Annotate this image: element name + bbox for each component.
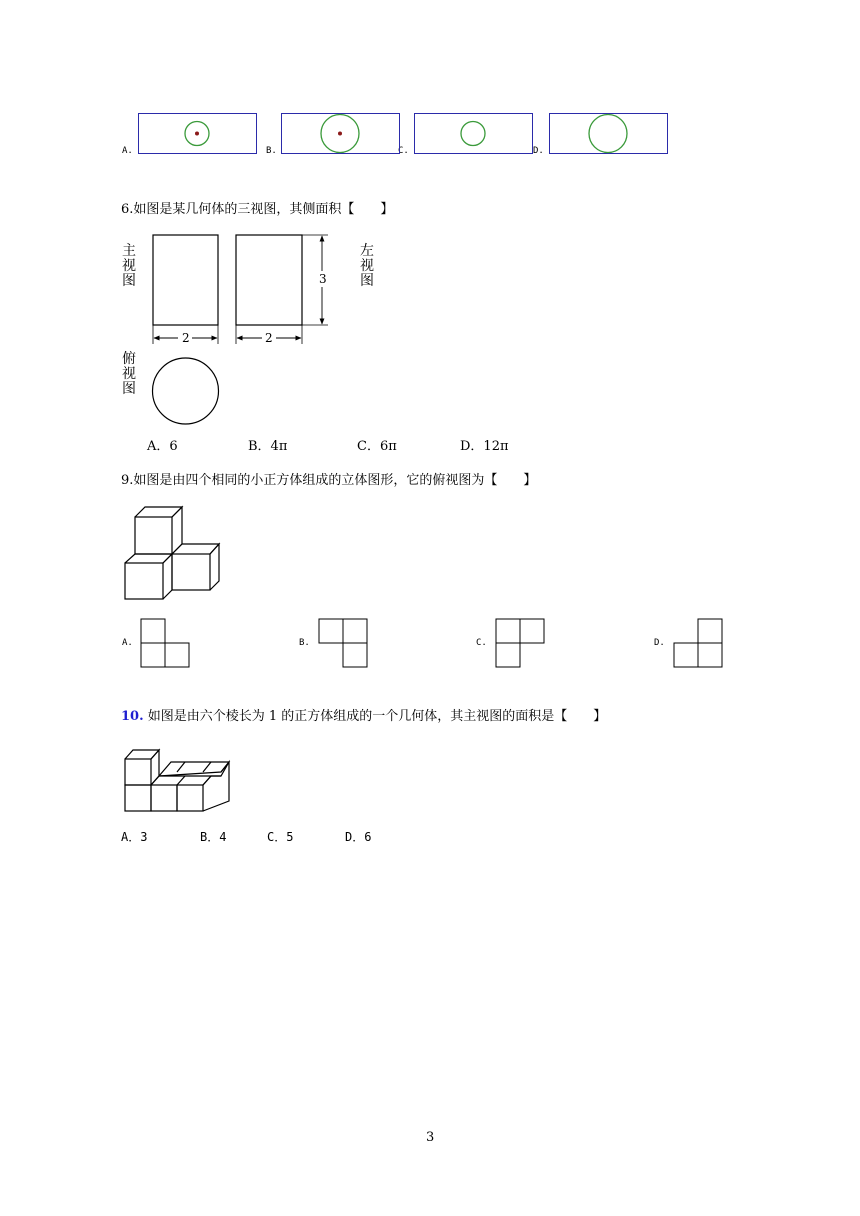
q6-option-b: B．4π <box>248 439 288 454</box>
cube-front-3 <box>177 785 203 811</box>
q9-option-a-figure <box>140 618 192 670</box>
cube-front-1 <box>125 785 151 811</box>
page-number: 3 <box>426 1130 435 1145</box>
q10-option-b: B．4 <box>200 830 227 844</box>
circle-shape <box>461 122 485 146</box>
q5-option-a-figure <box>138 113 258 155</box>
bottom-left-cube-front <box>125 563 163 599</box>
q10-number: 10. <box>121 709 144 724</box>
q5-option-c-figure <box>414 113 534 155</box>
q5-option-b-label: B. <box>266 146 277 156</box>
q5-option-a-label: A. <box>122 146 133 156</box>
bottom-right-cube-front <box>172 554 210 590</box>
q9-question: 9.如图是由四个相同的小正方体组成的立体图形，它的俯视图为【 】 <box>121 473 537 488</box>
q9-option-a-label: A. <box>122 638 133 648</box>
front-view-label: 主视图 <box>122 243 136 289</box>
cube-front-top <box>125 759 151 785</box>
q6-option-a: A．6 <box>147 439 178 454</box>
q5-option-d-label: D. <box>533 146 544 156</box>
rect-frame <box>415 114 533 154</box>
center-dot <box>195 132 199 136</box>
top-cube-top <box>135 507 182 517</box>
bottom-right-cube-side <box>210 544 219 590</box>
tall-top-face <box>125 750 159 759</box>
rect-frame <box>550 114 668 154</box>
front-view-rect <box>153 235 218 325</box>
q10-option-c: C．5 <box>267 830 294 844</box>
q10-cube-figure <box>123 744 233 814</box>
top-view-circle <box>153 358 219 424</box>
q5-option-b-figure <box>281 113 401 155</box>
left-view-label: 左视图 <box>360 243 374 289</box>
circle-shape <box>589 115 627 153</box>
q5-option-c-label: C. <box>398 146 409 156</box>
side-view-rect <box>236 235 302 325</box>
height-label: 3 <box>319 272 327 286</box>
q6-three-views-figure <box>140 228 350 428</box>
q6-option-d: D．12π <box>460 439 509 454</box>
side-width-label: 2 <box>265 331 273 345</box>
q10-option-d: D．6 <box>345 830 372 844</box>
q9-option-b-figure <box>318 618 370 670</box>
q10-question <box>121 709 606 725</box>
front-width-label: 2 <box>182 331 190 345</box>
right-side-face <box>203 762 229 811</box>
q10-option-a: A．3 <box>121 830 148 844</box>
q6-option-c: C．6π <box>357 439 397 454</box>
q9-option-c-figure <box>495 618 547 670</box>
top-cube-side <box>172 507 182 554</box>
q9-option-c-label: C. <box>476 638 487 648</box>
q9-cube-figure <box>122 505 222 603</box>
center-dot <box>338 132 342 136</box>
top-cube-front <box>135 517 172 554</box>
q5-option-d-figure <box>549 113 669 155</box>
front-row-top <box>151 762 229 785</box>
q6-question: 6.如图是某几何体的三视图，其侧面积【 】 <box>121 202 394 217</box>
q9-option-d-label: D. <box>654 638 665 648</box>
q9-option-b-label: B. <box>299 638 310 648</box>
q10-question-text: 如图是由六个棱长为 1 的正方体组成的一个几何体，其主视图的面积是【 】 <box>143 709 607 724</box>
top-view-label: 俯视图 <box>122 351 136 397</box>
cube-front-2 <box>151 785 177 811</box>
q9-option-d-figure <box>673 618 725 670</box>
bottom-left-cube-side <box>163 554 172 599</box>
